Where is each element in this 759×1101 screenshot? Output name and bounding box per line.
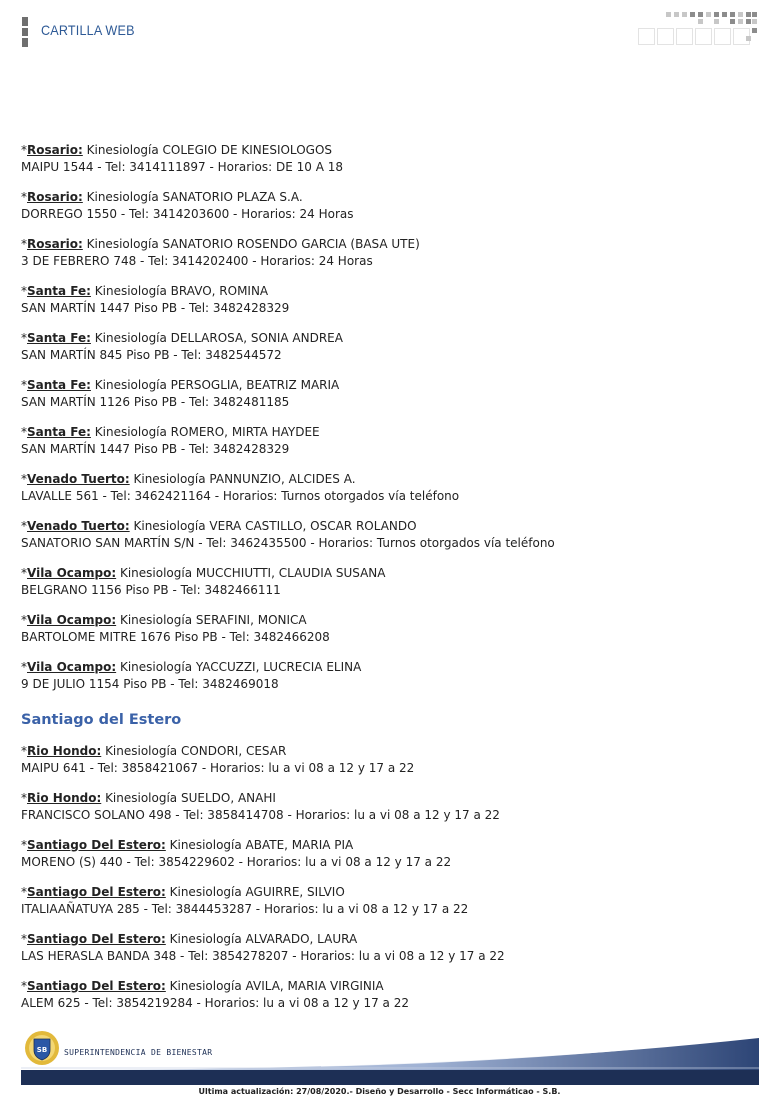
footer-credits: Ultima actualización: 27/08/2020.- Diseño y Desarrollo - Secc Informáticao - S.B. <box>198 1087 561 1096</box>
entry-provider: Kinesiología SANATORIO ROSENDO GARCIA (BASA UTE) <box>82 237 420 251</box>
entry-address: MORENO (S) 440 - Tel: 3854229602 - Horarios: lu a vi 08 a 12 y 17 a 22 <box>21 855 452 869</box>
entry-city: Santiago Del Estero: <box>27 838 166 852</box>
logo-monogram: SB <box>36 1046 48 1054</box>
provider-entry <box>21 518 741 552</box>
section-heading-santiago-del-estero: Santiago del Estero <box>21 712 182 728</box>
entry-bullet: * <box>21 566 27 580</box>
shield-logo-icon <box>24 1030 60 1066</box>
entry-provider: Kinesiología AVILA, MARIA VIRGINIA <box>165 979 384 993</box>
entry-city: Rosario: <box>27 143 83 157</box>
provider-entry <box>21 978 741 1012</box>
entry-bullet: * <box>21 331 27 345</box>
entry-address: 3 DE FEBRERO 748 - Tel: 3414202400 - Horarios: 24 Horas <box>21 254 373 268</box>
provider-entry <box>21 884 741 918</box>
entry-city: Santiago Del Estero: <box>27 885 166 899</box>
page-header <box>0 0 759 60</box>
entry-address: MAIPU 1544 - Tel: 3414111897 - Horarios: DE 10 A 18 <box>21 160 343 174</box>
header-title: CARTILLA WEB <box>41 22 135 38</box>
entry-bullet: * <box>21 660 27 674</box>
entry-address: LAS HERASLA BANDA 348 - Tel: 3854278207 - Horarios: lu a vi 08 a 12 y 17 a 22 <box>21 949 505 963</box>
entry-city: Santa Fe: <box>27 425 91 439</box>
entry-bullet: * <box>21 744 27 758</box>
entry-address: LAVALLE 561 - Tel: 3462421164 - Horarios: Turnos otorgados vía teléfono <box>21 489 460 503</box>
entry-address: SANATORIO SAN MARTÍN S/N - Tel: 3462435500 - Horarios: Turnos otorgados vía teléfono <box>21 536 555 550</box>
provider-entry <box>21 565 741 599</box>
entry-bullet: * <box>21 143 27 157</box>
entry-city: Vila Ocampo: <box>27 660 117 674</box>
provider-entry <box>21 837 741 871</box>
entry-city: Santa Fe: <box>27 284 91 298</box>
entry-provider: Kinesiología ABATE, MARIA PIA <box>165 838 354 852</box>
entry-provider: Kinesiología SUELDO, ANAHI <box>101 791 276 805</box>
entry-bullet: * <box>21 472 27 486</box>
entry-bullet: * <box>21 237 27 251</box>
entry-bullet: * <box>21 378 27 392</box>
entry-address: SAN MARTÍN 1126 Piso PB - Tel: 3482481185 <box>21 395 290 409</box>
entry-bullet: * <box>21 190 27 204</box>
page-footer <box>0 1028 759 1101</box>
header-accent-bar <box>22 17 28 47</box>
entry-bullet: * <box>21 519 27 533</box>
entry-address: SAN MARTÍN 845 Piso PB - Tel: 3482544572 <box>21 348 282 362</box>
entry-address: SAN MARTÍN 1447 Piso PB - Tel: 3482428329 <box>21 301 290 315</box>
provider-entry <box>21 659 741 693</box>
entry-provider: Kinesiología DELLAROSA, SONIA ANDREA <box>90 331 343 345</box>
entry-city: Venado Tuerto: <box>27 519 130 533</box>
provider-entry <box>21 790 741 824</box>
footer-org-name: SUPERINTENDENCIA DE BIENESTAR <box>64 1048 213 1057</box>
entry-provider: Kinesiología PERSOGLIA, BEATRIZ MARIA <box>90 378 340 392</box>
provider-entry <box>21 142 741 176</box>
entry-provider: Kinesiología PANNUNZIO, ALCIDES A. <box>129 472 356 486</box>
provider-entry <box>21 424 741 458</box>
provider-entry <box>21 189 741 223</box>
entry-city: Rosario: <box>27 237 83 251</box>
entry-city: Vila Ocampo: <box>27 613 117 627</box>
entry-address: 9 DE JULIO 1154 Piso PB - Tel: 3482469018 <box>21 677 279 691</box>
provider-entry <box>21 612 741 646</box>
entry-bullet: * <box>21 932 27 946</box>
entry-city: Rosario: <box>27 190 83 204</box>
entry-provider: Kinesiología BRAVO, ROMINA <box>90 284 269 298</box>
entry-provider: Kinesiología MUCCHIUTTI, CLAUDIA SUSANA <box>116 566 386 580</box>
entry-city: Santa Fe: <box>27 378 91 392</box>
provider-entry <box>21 743 741 777</box>
entry-bullet: * <box>21 885 27 899</box>
provider-list <box>21 142 741 1025</box>
entry-bullet: * <box>21 613 27 627</box>
entry-city: Vila Ocampo: <box>27 566 117 580</box>
provider-entry <box>21 236 741 270</box>
entry-provider: Kinesiología ROMERO, MIRTA HAYDEE <box>90 425 320 439</box>
entry-address: BARTOLOME MITRE 1676 Piso PB - Tel: 3482466208 <box>21 630 330 644</box>
entry-address: SAN MARTÍN 1447 Piso PB - Tel: 3482428329 <box>21 442 290 456</box>
entry-bullet: * <box>21 979 27 993</box>
entry-address: BELGRANO 1156 Piso PB - Tel: 3482466111 <box>21 583 281 597</box>
entry-city: Venado Tuerto: <box>27 472 130 486</box>
entry-bullet: * <box>21 284 27 298</box>
entry-city: Rio Hondo: <box>27 791 102 805</box>
provider-list-santa-fe <box>21 142 741 693</box>
entry-bullet: * <box>21 838 27 852</box>
entry-provider: Kinesiología VERA CASTILLO, OSCAR ROLANDO <box>129 519 417 533</box>
entry-provider: Kinesiología COLEGIO DE KINESIOLOGOS <box>82 143 332 157</box>
entry-address: ITALIAAÑATUYA 285 - Tel: 3844453287 - Horarios: lu a vi 08 a 12 y 17 a 22 <box>21 902 469 916</box>
entry-bullet: * <box>21 791 27 805</box>
provider-list-santiago-del-estero <box>21 743 741 1012</box>
entry-city: Santa Fe: <box>27 331 91 345</box>
entry-address: DORREGO 1550 - Tel: 3414203600 - Horarios: 24 Horas <box>21 207 354 221</box>
entry-provider: Kinesiología ALVARADO, LAURA <box>165 932 358 946</box>
entry-city: Rio Hondo: <box>27 744 102 758</box>
entry-provider: Kinesiología CONDORI, CESAR <box>101 744 287 758</box>
provider-entry <box>21 330 741 364</box>
entry-provider: Kinesiología YACCUZZI, LUCRECIA ELINA <box>116 660 362 674</box>
entry-provider: Kinesiología AGUIRRE, SILVIO <box>165 885 345 899</box>
entry-address: FRANCISCO SOLANO 498 - Tel: 3858414708 - Horarios: lu a vi 08 a 12 y 17 a 22 <box>21 808 500 822</box>
provider-entry <box>21 377 741 411</box>
entry-address: ALEM 625 - Tel: 3854219284 - Horarios: lu a vi 08 a 12 y 17 a 22 <box>21 996 409 1010</box>
entry-provider: Kinesiología SERAFINI, MONICA <box>116 613 307 627</box>
provider-entry <box>21 471 741 505</box>
entry-city: Santiago Del Estero: <box>27 932 166 946</box>
entry-provider: Kinesiología SANATORIO PLAZA S.A. <box>82 190 303 204</box>
entry-city: Santiago Del Estero: <box>27 979 166 993</box>
entry-address: MAIPU 641 - Tel: 3858421067 - Horarios: lu a vi 08 a 12 y 17 a 22 <box>21 761 415 775</box>
provider-entry <box>21 931 741 965</box>
header-decorative-grid <box>638 12 758 48</box>
provider-entry <box>21 283 741 317</box>
entry-bullet: * <box>21 425 27 439</box>
